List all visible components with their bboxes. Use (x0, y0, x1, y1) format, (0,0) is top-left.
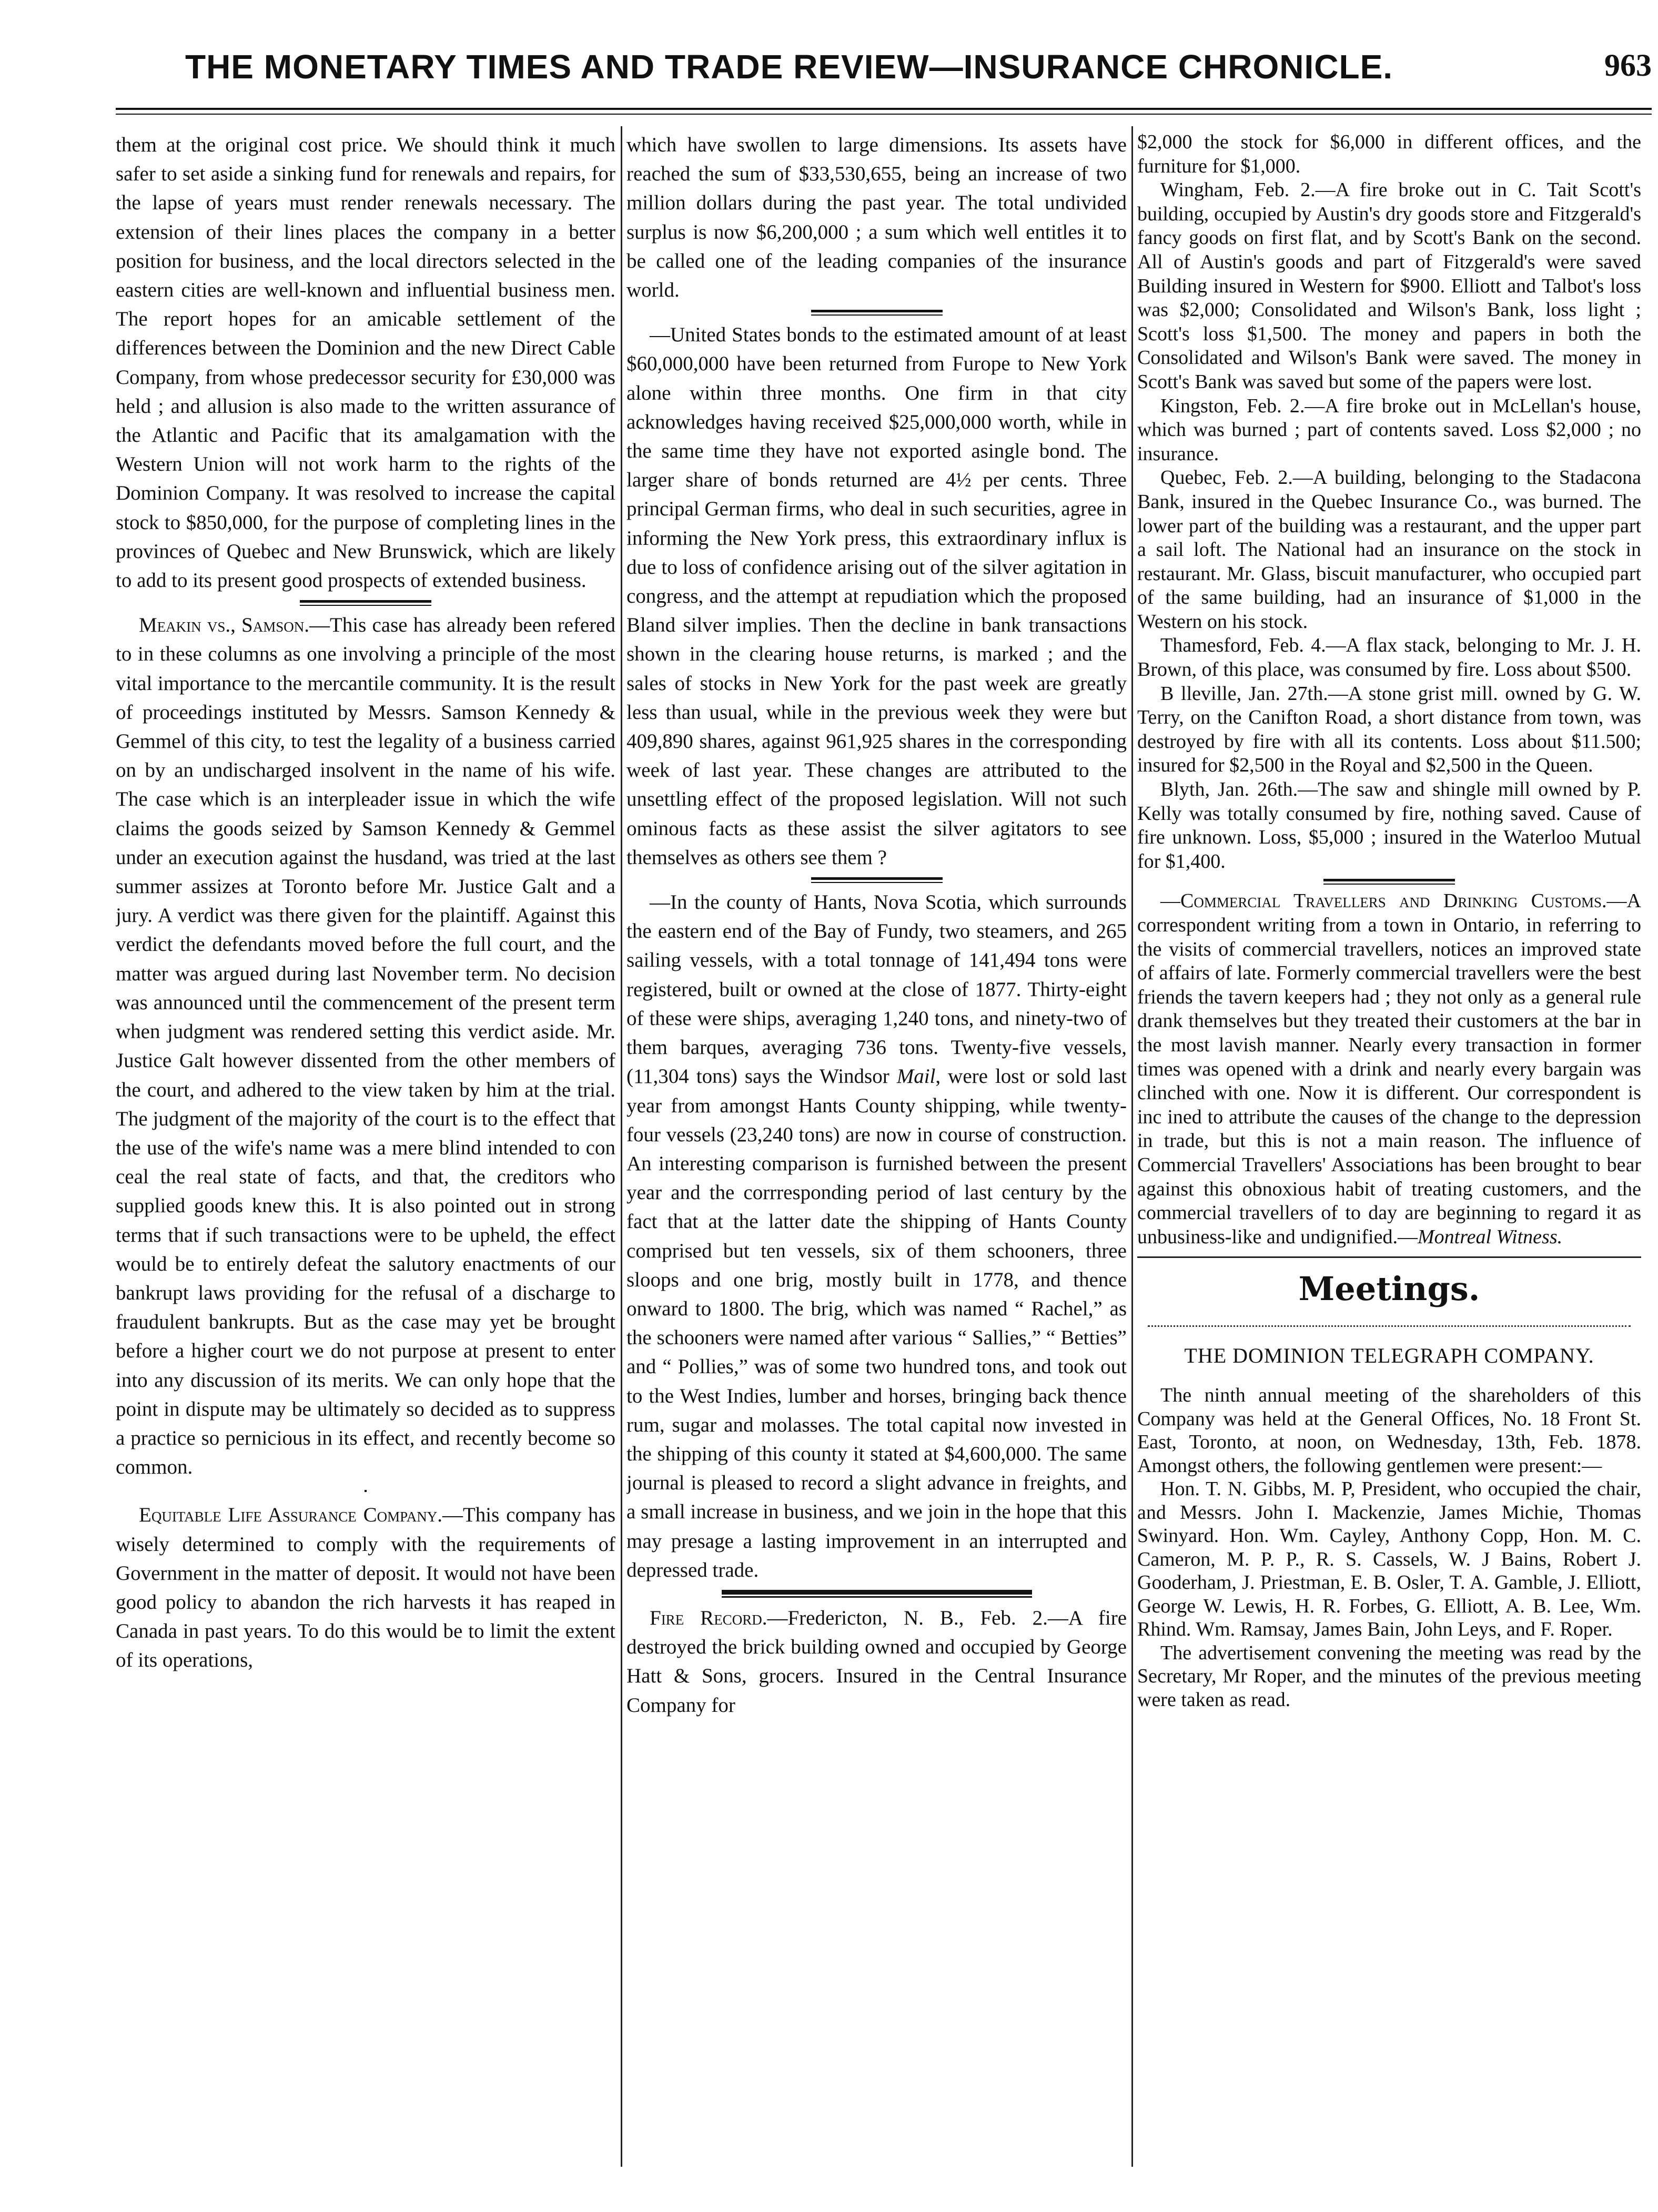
article-heading: —Commercial Travellers and Drinking Customs. (1160, 890, 1607, 912)
meetings-heading: Meetings. (1298, 1270, 1480, 1308)
column-2 (626, 130, 1127, 1720)
publication-title: THE MONETARY TIMES AND TRADE REVIEW—INSURANCE CHRONICLE. (185, 48, 1393, 86)
column-1 (116, 130, 615, 1675)
article-heading: Meakin vs., Samson. (139, 614, 309, 637)
section-rule (1137, 874, 1641, 889)
column-divider-1 (621, 126, 622, 2167)
fire-wingham: Wingham, Feb. 2.—A fire broke out in C. Tait Scott's building, occupied by Austin's dry goods store and Fitzgerald's fancy goods on first flat, and by Scott's Bank on the second. All of Austin's goods and part of Fitzgerald's were saved Building insured in Western for $900. Elliott and Talbot's loss was $2,000; Consolidated and Wilson's Bank, loss light ; Scott's loss $1,500. The money and papers in both the Consolidated and Wilson's Bank were saved. The money in Scott's Bank was saved but some of the papers were lost. (1137, 179, 1641, 393)
section-dot (116, 1482, 615, 1500)
article-body: —This company has wisely determined to comply with the requirements of Government in the matter of deposit. It would not have been good policy to abandon the rich harvests it has reaped in Canada in past years. To do this would be to limit the extent of its operations, (116, 1504, 615, 1672)
article-heading: Fire Record. (650, 1606, 767, 1629)
fire-record-article (626, 1604, 1127, 1720)
meeting-paragraph-1: The ninth annual meeting of the shareholders of this Company was held at the General Offices, No. 18 Front St. East, Toronto, at noon, on Wednesday, 13th, Feb. 1878. Amongst others, the following gentlemen were present:— (1137, 1384, 1641, 1477)
section-rule (626, 305, 1127, 320)
column-divider-2 (1131, 126, 1133, 2167)
fire-belleville: B lleville, Jan. 27th.—A stone grist mill. owned by G. W. Terry, on the Canifton Road, a short distance from town, was destroyed by fire with all its contents. Loss about $11.500; insured for $2,500 in the Royal and $2,500 in the Queen. (1137, 682, 1641, 777)
header-rule (116, 108, 1652, 110)
article-source: Montreal Witness. (1417, 1225, 1563, 1248)
us-bonds-article: —United States bonds to the estimated amount of at least $60,000,000 have been returned from Furope to New York alone within three months. One firm in that city acknowledges having received $25,000,000 worth, while in the same time they have not exported asingle bond. The larger share of bonds returned are 4½ per cents. Three principal German firms, who deal in such securities, agree in informing the New York press, this extraordinary influx is due to loss of confidence arising out of the silver agitation in congress, and the attempt at repudiation which the proposed Bland silver implies. Then the decline in bank transactions shown in the clearing house returns, is marked ; and the sales of stocks in New York for the past week are greatly less than usual, while in the previous week they were but 409,890 shares, against 961,925 shares in the corresponding week of last year. These changes are attributed to the unsettling effect of the proposed legislation. Will not such ominous facts as these assist the silver agitators to see themselves as others see them ? (626, 323, 1127, 869)
ornamental-rule (1148, 1316, 1631, 1327)
meeting-paragraph-3: The advertisement convening the meeting was read by the Secretary, Mr Roper, and the minutes of the previous meeting were taken as read. (1137, 1641, 1641, 1711)
page-header (116, 16, 1652, 95)
fire-quebec: Quebec, Feb. 2.—A building, belonging to the Stadacona Bank, insured in the Quebec Insurance Co., was burned. The lower part of the building was a restaurant, and the upper part a sail loft. The National had an insurance on the stock in restaurant. Mr. Glass, biscuit manufacturer, who occupied part of the same building, had an insurance of $1,000 in the Western on his stock. (1137, 466, 1641, 633)
fire-thamesford: Thamesford, Feb. 4.—A flax stack, belonging to Mr. J. H. Brown, of this place, was consumed by fire. Loss about $500. (1137, 634, 1641, 681)
equitable-life-article (116, 1500, 615, 1675)
article-body: —Fredericton, N. B., Feb. 2.—A fire destroyed the brick building owned and occupied by George Hatt & Sons, grocers. Insured in the Central Insurance Company for (626, 1606, 1127, 1717)
section-rule (116, 595, 615, 611)
fire-record-continued: $2,000 the stock for $6,000 in different offices, and the furniture for $1,000. (1137, 131, 1641, 177)
hants-county-article: —In the county of Hants, Nova Scotia, which surrounds the eastern end of the Bay of Fundy, two steamers, and 265 sailing vessels, with a total tonnage of 141,494 tons were registered, built or owned at the close of 1877. Thirty-eight of these were ships, averaging 1,240 tons, and ninety-two of them barques, averaging 736 tons. Twenty-five vessels, (11,304 tons) says the Windsor Mail, were lost or sold last year from amongst Hants County shipping, while twenty-four vessels (23,240 tons) are now in course of construction. An interesting comparison is furnished between the present year and the corrresponding period of last century by the fact that at the latter date the shipping of Hants County comprised but ten vessels, six of them schooners, three sloops and one brig, mostly built in 1778, and thence onward to 1800. The brig, which was named “ Rachel,” as the schooners were named after various “ Sallies,” “ Betties” and “ Pollies,” was of some two hundred tons, and took out to the West Indies, lumber and horses, bringing back thence rum, sugar and molasses. The total capital now invested in the shipping of this county it stated at $4,600,000. The same journal is pleased to record a slight advance in freights, and a small increase in business, and we join in the hope that this may presage a lasting improvement in an interrupted and depressed trade. (626, 891, 1127, 1581)
cable-company-paragraph: them at the original cost price. We should think it much safer to set aside a sinking fund for renewals and repairs, for the lapse of years must render renewals necessary. The extension of their lines places the company in a better position for business, and the local directors selected in the eastern cities are well-known and influential business men. The report hopes for an amicable settlement of the differences between the Dominion and the new Direct Cable Company, from whose predecessor security for £30,000 was held ; and allusion is also made to the written assurance of the Atlantic and Pacific that its amalgamation with the Western Union will not work harm to the rights of the Dominion Company. It was resolved to increase the capital stock to $850,000, for the purpose of completing lines in the provinces of Quebec and New Brunswick, which are likely to add to its present good prospects of extended business. (116, 134, 615, 592)
header-rule-thin (116, 114, 1652, 115)
windsor-mail-italic: Mail (896, 1065, 936, 1088)
meetings-section (1137, 1256, 1641, 1711)
page-number: 963 (1604, 48, 1652, 83)
equitable-continued: which have swollen to large dimensions. Its assets have reached the sum of $33,530,655, being an increase of two million dollars during the past year. The total undivided surplus is now $6,200,000 ; a sum which well entitles it to be called one of the leading companies of the insurance world. (626, 134, 1127, 302)
section-rule (626, 872, 1127, 888)
fire-kingston: Kingston, Feb. 2.—A fire broke out in McLellan's house, which was burned ; part of contents saved. Loss $2,000 ; no insurance. (1137, 394, 1641, 465)
meeting-attendees: Hon. T. N. Gibbs, M. P, President, who occupied the chair, and Messrs. John I. Mackenzie, James Michie, Thomas Swinyard. Hon. Wm. Cayley, Anthony Copp, Hon. M. C. Cameron, M. P. P., R. S. Cassels, W. J Bains, Robert J. Gooderham, J. Priestman, E. B. Osler, T. A. Gamble, J. Elliott, George W. Lewis, H. R. Forbes, G. Elliott, A. B. Lee, Wm. Rhind. Wm. Ramsay, James Bain, John Leys, and F. Roper. (1137, 1478, 1641, 1641)
company-heading: THE DOMINION TELEGRAPH COMPANY. (1184, 1344, 1594, 1368)
article-body: —This case has already been refered to in these columns as one involving a principle of the most vital importance to the mercantile community. It is the result of proceedings instituted by Messrs. Samson Kennedy & Gemmel of this city, to test the legality of a business carried on by an undischarged insolvent in the name of his wife. The case which is an interpleader issue in which the wife claims the goods seized by Samson Kennedy & Gemmel under an execution against the husdand, was tried at the last summer assizes at Toronto before Mr. Justice Galt and a jury. A verdict was there given for the plaintiff. Against this verdict the defendants moved before the full court, and the matter was argued during last November term. No decision was announced until the commencement of the present term when judgment was rendered setting this verdict aside. Mr. Justice Galt however dissented from the other members of the court, and adhered to the view taken by him at the trial. The judgment of the majority of the court is to the effect that the use of the wife's name was a mere blind intended to con ceal the real state of facts, and that, the creditors who supplied goods knew this. It is also pointed out in strong terms that if such transactions were to be upheld, the effect would be to entirely defeat the salutory enactments of our bankrupt laws providing for the refusal of a discharge to fraudulent bankrupts. But as the case may yet be brought before a higher court we do not purpose at present to enter into any discussion of its merits. We can only hope that the point in dispute may be ultimately so decided as to suppress a practice so pernicious in its effect, and recently become so common. (116, 614, 615, 1479)
commercial-travellers-article (1137, 889, 1641, 1249)
section-rule-heavy (626, 1585, 1127, 1604)
meakin-samson-article (116, 611, 615, 1482)
fire-blyth: Blyth, Jan. 26th.—The saw and shingle mill owned by P. Kelly was totally consumed by fire, nothing saved. Cause of fire unknown. Loss, $5,000 ; insured in the Waterloo Mutual for $1,400. (1137, 778, 1641, 872)
article-heading: Equitable Life Assurance Company. (139, 1504, 442, 1527)
article-body: —A correspondent writing from a town in Ontario, in referring to the visits of commercial travellers, notices an improved state of affairs of late. Formerly commercial travellers were the best friends the tavern keepers had ; they not only as a general rule drank themselves but they treated their customers at the bar in the most lavish manner. Nearly every transaction in former times was opened with a drink and nearly every bargain was clinched with one. Now it is different. Our correspondent is inc ined to attribute the causes of the change to the depression in trade, but this is not a main reason. The influence of Commercial Travellers' Associations has been brought to bear against this obnoxious habit of treating customers, and the commercial travellers of to day are beginning to regard it as unbusiness-like and undignified.— (1137, 890, 1641, 1248)
column-3 (1137, 130, 1641, 1711)
